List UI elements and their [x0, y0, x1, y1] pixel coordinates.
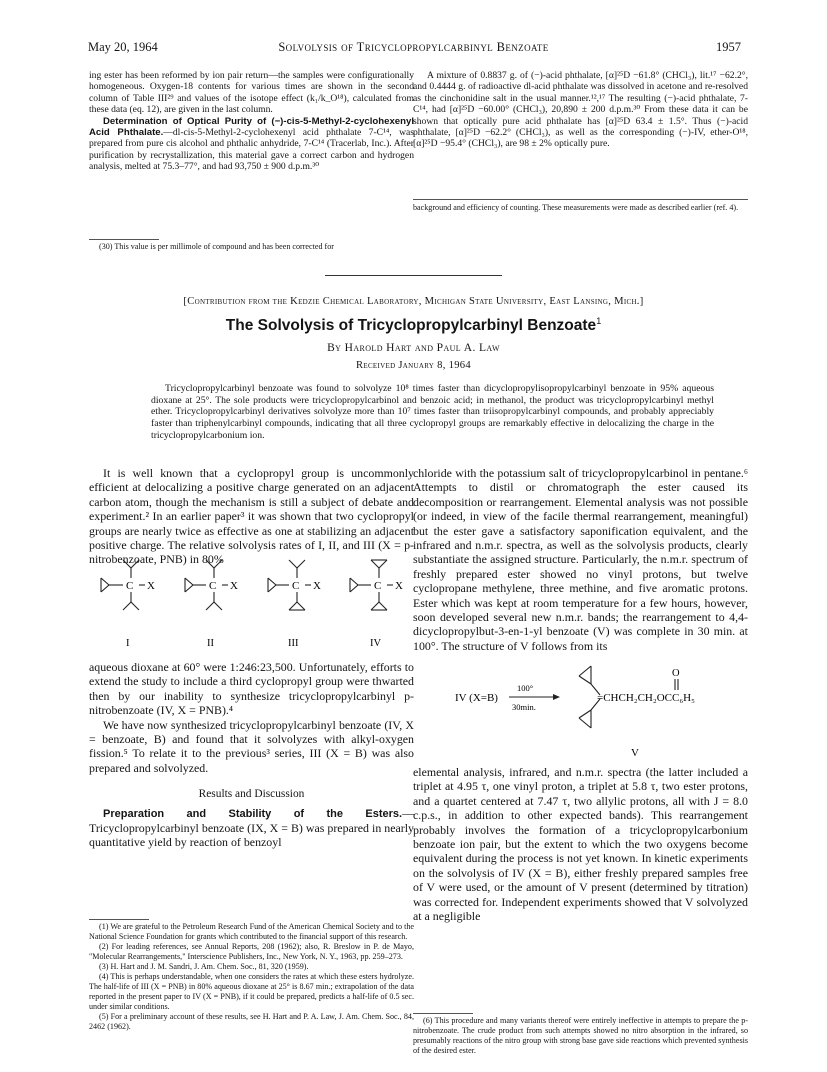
right-body-bottom [413, 765, 748, 923]
preparation-body: —Tricyclopropylcarbinyl benzoate (IX, X = B) was prepared in nearly quantitative yield by reaction of benzoyl [89, 805, 414, 850]
left-body-continued [89, 660, 414, 850]
rearrangement-scheme [413, 662, 748, 762]
header-page-number: 1957 [716, 40, 741, 54]
structure-I-atom: C [126, 580, 134, 592]
top-left-column [89, 70, 414, 173]
structure-II-drawing [185, 560, 228, 610]
header-running-title: Solvolysis of Tricyclopropylcarbinyl Benzoate [278, 40, 549, 54]
footnote-5: (5) For a preliminary account of these results, see H. Hart and P. A. Law, J. Am. Chem. Soc., 84, 2462 (1962). [89, 1012, 414, 1031]
structures-figure [89, 548, 419, 658]
top-right-para1: A mixture of 0.8837 g. of (−)-acid phthalate, [α]²⁵D −61.8° (CHCl₃), lit.¹⁷ −62.2°, and 0.4444 g. of radioactive dl-acid phthalate was dissolved in acetone and re-resolved as the cinchonidine salt in the usual manner.¹²,¹⁷ The resulting (−)-acid phthalate, 7-C¹⁴, had [α]²⁵D −60.00° (CHCl₃), 20,890 ± 200 d.p.m.³⁰ From these data it can be shown that optically pure acid phthalate has [α]²⁵D 63.4 ± 1.5°. Thus (−)-acid phthalate, [α]²⁵D −62.2° (CHCl₃), as well as the corresponding (−)-IV, ether-O¹⁸, [α]²⁵D −95.4° (CHCl₃), are 98 ± 2% optically pure. [413, 70, 748, 150]
top-right-footnote [413, 203, 748, 213]
top-left-para2 [89, 116, 414, 173]
scheme-arrow-temperature: 100° [517, 683, 534, 693]
contribution-line: [Contribution from the Kedzie Chemical Laboratory, Michigan State University, East Lansing, Mich.] [183, 296, 644, 307]
structure-I-group: X [147, 580, 155, 592]
preparation-heading: Preparation and Stability of the Esters. [103, 807, 403, 820]
structure-III-drawing [268, 560, 311, 610]
footnote-4: (4) This is perhaps understandable, when one considers the rates at which these esters hydrolyze. The half-life of III (X = PNB) in 80% aqueous dioxane at 25° is 8.67 min.; extrapolation of the data reported in the present paper to IV (X = PNB), if it could be prepared, predicts a half-life of 0.5 sec. under similar conditions. [89, 972, 414, 1011]
scheme-arrow-time: 30min. [512, 702, 536, 712]
structure-II-label: II [207, 638, 214, 649]
footnote-rule-top-right [413, 199, 748, 200]
structure-IV-group: X [395, 580, 403, 592]
footnote-3: (3) H. Hart and J. M. Sandri, J. Am. Chem. Soc., 81, 320 (1959). [99, 962, 309, 971]
structure-IV-atom: C [374, 580, 382, 592]
right-footnotes [413, 1016, 748, 1056]
right-body-top [413, 466, 748, 653]
scheme-product-chain: =CHCH₂CH₂OCC₆H₅ [597, 692, 695, 704]
structure-III-label: III [288, 638, 299, 649]
footnote-6: (6) This procedure and many variants thereof were entirely ineffective in attempts to prepare the p-nitrobenzoate. The crude product from such attempts showed no nitro absorption in the infrared, so presumably reactions of the nitro group with strong base gave side reactions which prevented synthesis of the desired ester. [413, 1016, 748, 1055]
article-title-footnote-mark: 1 [596, 316, 602, 326]
header-date: May 20, 1964 [88, 40, 158, 54]
intro-paragraph: It is well known that a cyclopropyl group is uncommonly efficient at delocalizing a positive charge generated on an adjacent carbon atom, though the mechanism is still a subject of debate and experiment.² In an earlier paper³ it was shown that two cyclopropyl groups are nearly twice as effective as one at stabilizing an adjacent positive charge. The relative solvolysis rates of I, II, and III (X = p-nitrobenzoate, PNB) in 80% [89, 466, 414, 567]
structure-II-group: X [230, 580, 238, 592]
optical-purity-heading: Determination of Optical Purity of (−)-cis-5-Methyl-2-cyclohexenyl Acid Phthalate. [89, 115, 414, 139]
top-left-para1: ing ester has been reformed by ion pair return—the samples were configurationally homogeneous. Oxygen-18 contents for various times are shown in the second column of Table III²⁹ and values of the isotope effect (k₁/k_O¹⁸), calculated from these data (eq. 12), are given in the last column. [89, 70, 414, 116]
synthesis-paragraph: We have now synthesized tricyclopropylcarbinyl benzoate (IV, X = benzoate, B) and found that it solvolyzes with alkyl-oxygen fission.⁵ To relate it to the previous³ series, III (X = B) was also prepared and solvolyzed. [89, 717, 414, 775]
scheme-product-label: V [631, 747, 639, 759]
left-footnotes [89, 922, 414, 1032]
top-right-column [413, 70, 748, 150]
footnote-rule-right [413, 1013, 473, 1014]
structure-III-atom: C [292, 580, 300, 592]
footnote-30: (30) This value is per millimole of compound and has been corrected for [99, 242, 334, 251]
optical-purity-body: —dl-cis-5-Methyl-2-cyclohexenyl acid phthalate 7-C¹⁴, was prepared from pure cis alcohol and phthalic anhydride, 7-C¹⁴ (Tracerlab, Inc.). After purification by recrystallization, this material gave a correct carbon and hydrogen analysis, melted at 75.3–77°, and had 93,750 ± 900 d.p.m.³⁰ [89, 127, 414, 173]
scheme-reactant: IV (X=B) [455, 692, 498, 704]
footnote-rule-left [89, 919, 149, 920]
article-separator-rule [325, 275, 502, 276]
reaction-arrow-head [553, 694, 560, 700]
top-left-footnote [89, 242, 414, 252]
structure-I-drawing [101, 560, 145, 610]
received-date: Received January 8, 1964 [356, 360, 471, 371]
section-heading: Results and Discussion [198, 788, 305, 801]
rates-paragraph: aqueous dioxane at 60° were 1:246:23,500. Unfortunately, efforts to extend the study to include a third cyclopropyl group were thwarted then by our inability to synthesize tricyclopropylcarbinyl p-nitrobenzoate (IV, X = PNB).⁴ [89, 660, 414, 718]
structure-proof-paragraph: elemental analysis, infrared, and n.m.r. spectra (the latter included a triplet at 4.95 τ, one vinyl proton, a triplet at 5.8 τ, two ester protons, and a quartet centered at 7.47 τ, two allylic protons, all with J = 8.0 c.p.s., in addition to other expected bands). This rearrangement probably involves the formation of a tricyclopropylcarbonium benzoate ion pair, but the extent to which the two oxygens become equivalent during the process is not yet known. In kinetic experiments on the solvolysis of IV (X = B), either freshly prepared samples free of V were used, or the amount of V present (determined by titration) was corrected for. Independent experiments showed that V solvolyzed at a negligible [413, 765, 748, 924]
structure-II-atom: C [209, 580, 217, 592]
structure-I-label: I [126, 638, 130, 649]
article-authors: By Harold Hart and Paul A. Law [327, 342, 500, 354]
article-title [0, 316, 827, 335]
footnote-1: (1) We are grateful to the Petroleum Research Fund of the American Chemical Society and to the National Science Foundation for grants which contributed to the financial support of this research. [89, 922, 414, 941]
article-title-text: The Solvolysis of Tricyclopropylcarbinyl Benzoate [225, 317, 597, 335]
ester-preparation-paragraph: chloride with the potassium salt of tricyclopropylcarbinol in pentane.⁶ Attempts to distil or chromatograph the ester caused its decomposition or rearrangement. Elemental analysis was not possible (or indeed, in view of the facile thermal rearrangement, meaningful) but the ester gave a satisfactory saponification equivalent, and the infrared and n.m.r. spectra, as well as the solvolysis products, clearly substantiate the assigned structure. Particularly, the n.m.r. spectrum of freshly prepared ester showed no vinyl protons, but twelve cyclopropane methylene, three methine, and five aromatic protons. Ester which was kept at room temperature for a few hours, however, soon developed several new n.m.r. bands; the rearrangement to 4,4-dicyclopropylbut-3-en-1-yl benzoate (V) was complete in 30 min. at 100°. The structure of V follows from its [413, 466, 748, 653]
footnote-rule-top-left [89, 239, 159, 240]
footnote-2: (2) For leading references, see Annual Reports, 208 (1962); also, R. Breslow in P. de Mayo, "Molecular Rearrangements," Interscience Publishers, Inc., New York, N. Y., 1963, pp. 259–273. [89, 942, 414, 961]
preparation-paragraph [89, 806, 414, 850]
scheme-carbonyl-oxygen: O [672, 668, 680, 679]
abstract: Tricyclopropylcarbinyl benzoate was found to solvolyze 10⁸ times faster than dicyclopropylisopropylcarbinyl benzoate in 95% aqueous dioxane at 25°. The sole products were tricyclopropylcarbinol and benzoic acid; in methanol, the product was tricyclopropylcarbinyl methyl ether. Tricyclopropylcarbinyl derivatives solvolyze more than 10⁷ times faster than triisopropylcarbinyl compounds, and probably appreciably faster than triphenylcarbinyl compounds, indicating that all three cyclopropyl groups are remarkably effective in delocalizing the charge in the tricyclopropylcarbonium ion. [151, 383, 714, 441]
footnote-30-continued: background and efficiency of counting. These measurements were made as described earlier (ref. 4). [413, 203, 739, 212]
structure-IV-label: IV [370, 638, 382, 649]
structure-IV-drawing [350, 560, 393, 610]
structure-III-group: X [313, 580, 321, 592]
